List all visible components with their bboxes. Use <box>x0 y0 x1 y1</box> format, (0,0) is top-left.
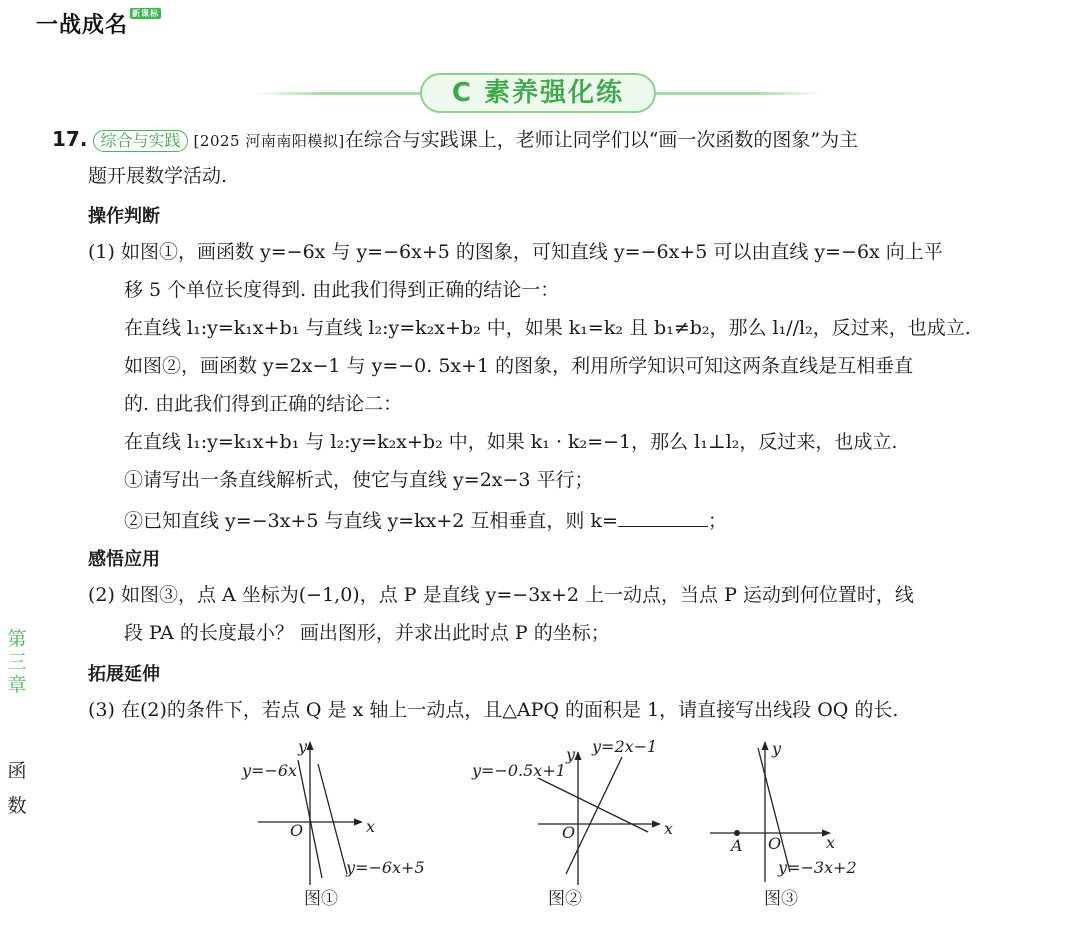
fig2-line-b-label: y=−0.5x+1 <box>472 761 566 780</box>
problem-line: 题开展数学活动. <box>88 165 228 187</box>
fig3-line-a <box>758 748 790 872</box>
part1-line: 如图②，画函数 y=2x−1 与 y=−0. 5x+1 的图象，利用所学知识可知这两条直线是互相垂直 <box>124 355 914 377</box>
part3-line: (3) 在(2)的条件下，若点 Q 是 x 轴上一动点，且△APQ 的面积是 1，请直接写出线段 OQ 的长. <box>88 699 899 721</box>
question-number: 17. <box>52 127 88 151</box>
part2-line: 段 PA 的长度最小？ 画出图形，并求出此时点 P 的坐标； <box>124 622 610 644</box>
fig1-x-label: x <box>366 817 376 836</box>
problem-line: 在综合与实践课上，老师让同学们以“画一次函数的图象”为主 <box>344 129 859 151</box>
part1-q2-end: ； <box>707 510 727 532</box>
section-heading: 操作判断 <box>88 206 160 227</box>
fig2-origin-label: O <box>562 823 576 842</box>
section-heading: 拓展延伸 <box>88 664 160 685</box>
category-tag: 综合与实践 <box>93 130 187 152</box>
fig2-caption: 图② <box>548 889 582 909</box>
fig3-point-a-label: A <box>731 836 743 855</box>
answer-blank[interactable] <box>618 508 708 527</box>
banner-line-right <box>652 92 822 95</box>
brand-tag: 新课标 <box>132 9 160 18</box>
fig1-origin-label: O <box>290 821 304 840</box>
fig1-y-label: y <box>298 737 308 756</box>
part1-line: (1) 如图①，画函数 y=−6x 与 y=−6x+5 的图象，可知直线 y=−6x+5 可以由直线 y=−6x 向上平 <box>88 241 943 263</box>
part1-line: 在直线 l₁:y=k₁x+b₁ 与 l₂:y=k₂x+b₂ 中，如果 k₁ · k₂=−1，那么 l₁⊥l₂，反过来，也成立. <box>124 431 898 453</box>
fig2-line-a-label: y=2x−1 <box>592 737 658 756</box>
banner-line-left <box>255 92 425 95</box>
fig2-y-label: y <box>566 745 576 764</box>
brand-logo <box>36 8 161 39</box>
chapter-label <box>4 628 30 697</box>
section-heading: 感悟应用 <box>88 549 160 570</box>
fig3-caption: 图③ <box>764 889 798 909</box>
part1-line: ①请写出一条直线解析式，使它与直线 y=2x−3 平行； <box>124 469 594 491</box>
part1-line: 移 5 个单位长度得到. 由此我们得到正确的结论一： <box>124 279 560 301</box>
chapter-char: 第 <box>7 628 27 650</box>
fig3-y-label: y <box>772 739 782 758</box>
fig1-line-a-label: y=−6x <box>242 761 298 780</box>
part1-line: 的. 由此我们得到正确的结论二： <box>124 393 403 415</box>
section-banner: C 素养强化练 <box>420 73 656 113</box>
problem-header <box>52 127 858 153</box>
fig3-x-label: x <box>826 833 836 852</box>
topic-char: 函 <box>7 760 27 782</box>
figure-2 <box>471 737 673 909</box>
chapter-char: 章 <box>7 674 27 696</box>
fig1-line-b-label: y=−6x+5 <box>346 858 425 877</box>
fig2-x-label: x <box>664 819 674 838</box>
part1-question-2 <box>124 508 727 533</box>
figures-svg <box>0 730 1080 930</box>
chapter-char: 三 <box>7 651 27 673</box>
fig3-line-a-label: y=−3x+2 <box>778 858 857 877</box>
part1-line: 在直线 l₁:y=k₁x+b₁ 与直线 l₂:y=k₂x+b₂ 中，如果 k₁=k₂ 且 b₁≠b₂，那么 l₁//l₂，反过来，也成立. <box>124 317 971 339</box>
fig3-origin-label: O <box>768 834 782 853</box>
brand-name: 一战成名 <box>36 13 129 38</box>
fig1-caption: 图① <box>304 889 338 909</box>
topic-char: 数 <box>7 795 27 817</box>
part2-line: (2) 如图③，点 A 坐标为(−1,0)，点 P 是直线 y=−3x+2 上一动点，当点 P 运动到何位置时，线 <box>88 584 914 606</box>
fig1-line-b <box>318 764 347 874</box>
part1-q2-text: ②已知直线 y=−3x+5 与直线 y=kx+2 互相垂直，则 k= <box>124 510 618 532</box>
figure-3 <box>710 739 857 909</box>
problem-source: [2025 河南南阳模拟] <box>193 132 345 150</box>
figure-1 <box>241 737 425 909</box>
